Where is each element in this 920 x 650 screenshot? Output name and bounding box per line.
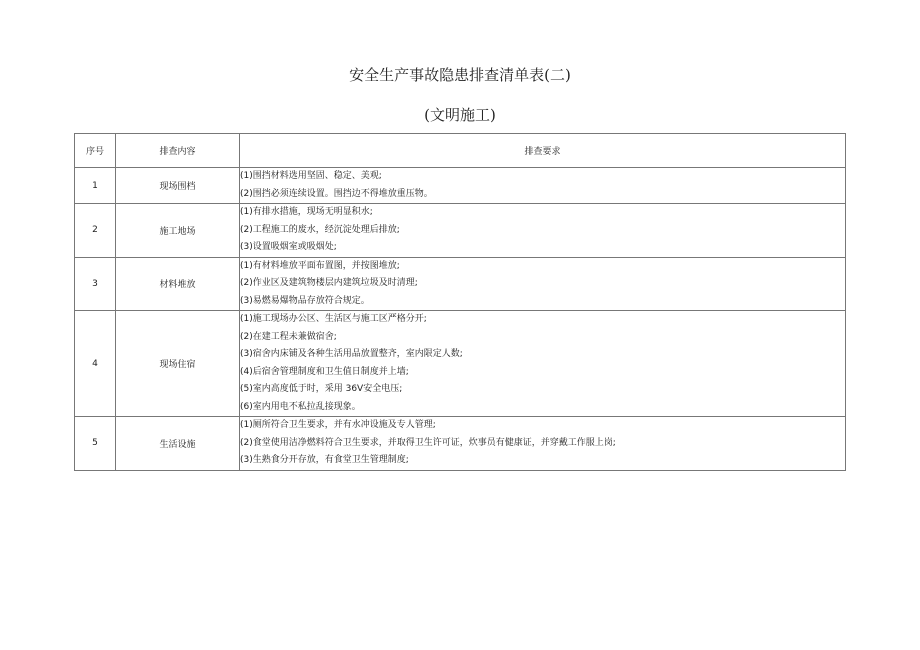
- requirement-line: (1)围挡材料选用坚固、稳定、美观;: [240, 171, 382, 181]
- requirement-line: (3)设置吸烟室或吸烟处;: [240, 242, 337, 252]
- requirement-line: (2)在建工程未兼做宿舍;: [240, 331, 337, 342]
- row-requirements: [240, 168, 846, 204]
- requirement-line: (3)易燃易爆物品存放符合规定。: [240, 295, 370, 306]
- document-subtitle: (文明施工): [424, 106, 496, 124]
- requirement-line: (1)有排水措施，现场无明显积水;: [240, 207, 373, 217]
- row-item: 生活设施: [116, 417, 240, 471]
- row-number: 2: [75, 204, 116, 258]
- table-row: [75, 417, 846, 471]
- row-item: 现场住宿: [116, 311, 240, 417]
- header-requirements: 排查要求: [240, 134, 846, 168]
- row-requirements: [240, 257, 846, 311]
- table-row: [75, 168, 846, 204]
- table-row: [75, 204, 846, 258]
- header-number: 序号: [75, 134, 116, 168]
- header-content: 排查内容: [116, 134, 240, 168]
- requirement-line: (1)施工现场办公区、生活区与施工区严格分开;: [240, 314, 427, 324]
- requirement-line: (1)厕所符合卫生要求，并有水冲设施及专人管理;: [240, 420, 436, 430]
- requirement-line: (2)围挡必须连续设置。围挡边不得堆放重压物。: [240, 188, 433, 199]
- row-item: 材料堆放: [116, 257, 240, 311]
- table-row: [75, 311, 846, 417]
- hazard-checklist-table: [74, 133, 846, 471]
- row-item: 施工地场: [116, 204, 240, 258]
- row-number: 4: [75, 311, 116, 417]
- requirement-line: (2)工程施工的废水，经沉淀处理后排放;: [240, 224, 400, 235]
- row-requirements: [240, 417, 846, 471]
- requirement-line: (5)室内高度低于时，采用 36V安全电压;: [240, 384, 403, 394]
- table-row: [75, 257, 846, 311]
- row-requirements: [240, 204, 846, 258]
- requirement-line: (1)有材料堆放平面布置图，并按图堆放;: [240, 260, 400, 271]
- row-requirements: [240, 311, 846, 417]
- requirement-line: (3)宿舍内床铺及各种生活用品放置整齐，室内限定人数;: [240, 349, 463, 359]
- table-header-row: [75, 134, 846, 168]
- row-number: 3: [75, 257, 116, 311]
- requirement-line: (6)室内用电不私拉乱接现象。: [240, 401, 361, 412]
- row-number: 5: [75, 417, 116, 471]
- requirement-line: (2)作业区及建筑物楼层内建筑垃圾及时清理;: [240, 278, 418, 288]
- requirement-line: (2)食堂使用洁净燃料符合卫生要求，并取得卫生许可证，炊事员有健康证，并穿戴工作服上岗;: [240, 437, 616, 448]
- document-title: 安全生产事故隐患排查清单表(二): [349, 66, 571, 84]
- row-number: 1: [75, 168, 116, 204]
- requirement-line: (4)后宿舍管理制度和卫生值日制度并上墙;: [240, 366, 409, 377]
- requirement-line: (3)生熟食分开存放，有食堂卫生管理制度;: [240, 455, 409, 465]
- row-item: 现场围档: [116, 168, 240, 204]
